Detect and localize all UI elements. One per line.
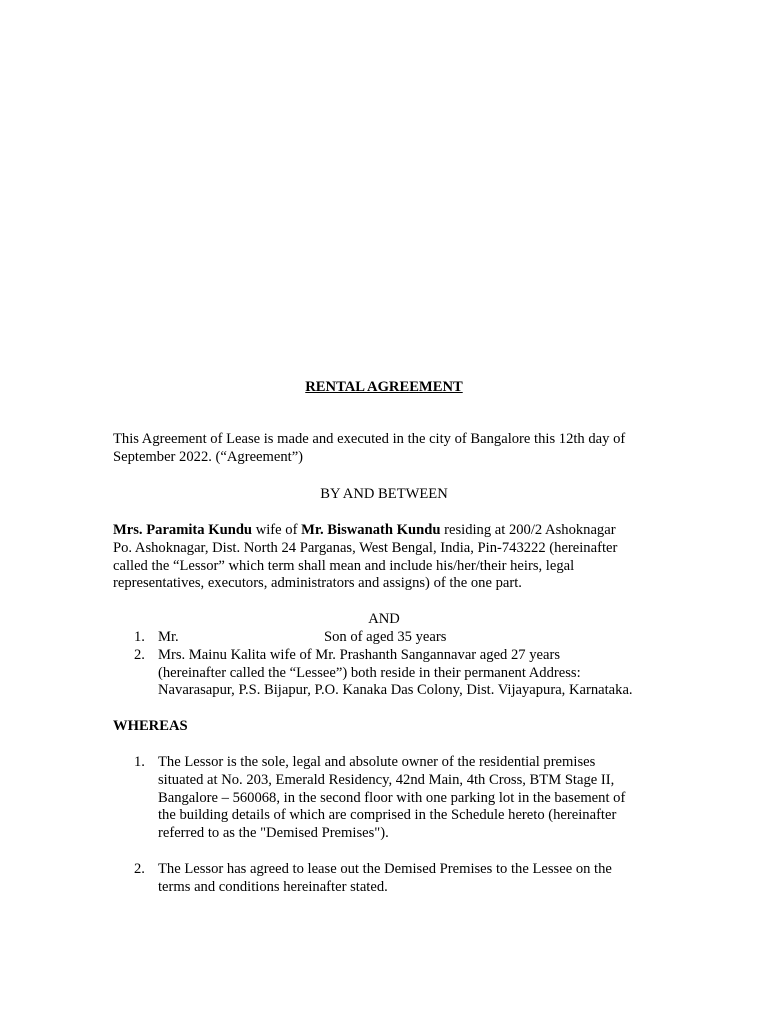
list-item [113, 861, 693, 897]
party-1-detail: Son of aged 35 years [324, 629, 447, 645]
lessor-line-4: representatives, executors, administrators and assigns) of the one part. [113, 575, 522, 592]
party-2-line-3: Navarasapur, P.S. Bijapur, P.O. Kanaka Das Colony, Dist. Vijayapura, Karnataka. [158, 682, 633, 699]
party-2-line-1: Mrs. Mainu Kalita wife of Mr. Prashanth Sangannavar aged 27 years [158, 646, 561, 663]
list-item [113, 629, 693, 647]
lessee-list [113, 629, 693, 700]
list-number: 1. [134, 629, 145, 645]
whereas-1-line-5: referred to as the "Demised Premises"). [158, 825, 389, 842]
whereas-2-line-2: terms and conditions hereinafter stated. [158, 878, 388, 895]
whereas-1-line-4: the building details of which are comprised in the Schedule hereto (hereinafter [158, 807, 617, 824]
intro-paragraph [113, 431, 673, 467]
document-title: RENTAL AGREEMENT [305, 379, 463, 395]
lessor-line-2: Po. Ashoknagar, Dist. North 24 Parganas, West Bengal, India, Pin-743222 (hereinafter [113, 539, 618, 556]
whereas-1-line-1: The Lessor is the sole, legal and absolute owner of the residential premises [158, 754, 596, 770]
lessor-line-1-rest: residing at 200/2 Ashoknagar [440, 522, 616, 538]
whereas-1-line-2: situated at No. 203, Emerald Residency, 42nd Main, 4th Cross, BTM Stage II, [158, 771, 615, 788]
list-number: 2. [134, 860, 145, 877]
whereas-heading: WHEREAS [113, 718, 188, 734]
list-number: 1. [134, 754, 145, 770]
list-item [113, 754, 693, 843]
party-2-line-2: (hereinafter called the “Lessee”) both reside in their permanent Address: [158, 664, 581, 681]
whereas-2-line-1: The Lessor has agreed to lease out the Demised Premises to the Lessee on the [158, 860, 612, 877]
intro-line-2: September 2022. (“Agreement”) [113, 448, 304, 465]
lessor-paragraph [113, 522, 673, 593]
lessor-line-3: called the “Lessor” which term shall mean and include his/her/their heirs, legal [113, 557, 575, 574]
by-and-between-heading: BY AND BETWEEN [320, 486, 448, 502]
lessor-name: Mrs. Paramita Kundu [113, 522, 253, 538]
whereas-list [113, 754, 693, 915]
lessor-spouse: Mr. Biswanath Kundu [301, 522, 441, 538]
list-number: 2. [134, 646, 145, 663]
party-1-title: Mr. [158, 629, 179, 645]
intro-line-1: This Agreement of Lease is made and executed in the city of Bangalore this 12th day of [113, 431, 626, 447]
and-heading: AND [368, 611, 400, 627]
list-item [113, 647, 693, 700]
whereas-1-line-3: Bangalore – 560068, in the second floor with one parking lot in the basement of [158, 789, 626, 806]
lessor-relation: wife of [252, 522, 302, 538]
